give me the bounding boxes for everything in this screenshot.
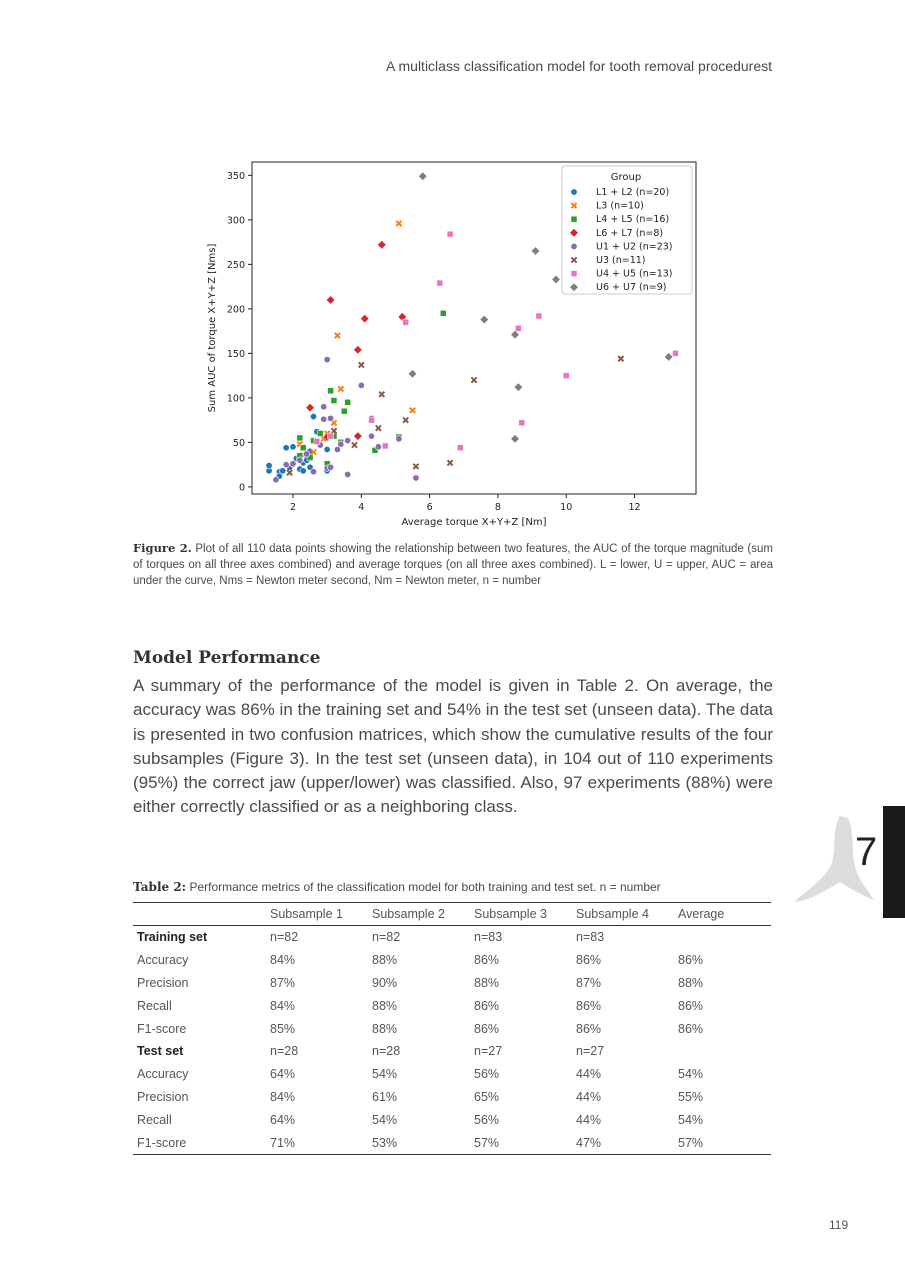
table-cell: 64%: [270, 1112, 296, 1127]
data-point: [341, 408, 347, 414]
table-row: [133, 926, 771, 949]
table-cell: 65%: [474, 1089, 500, 1104]
table-caption: [133, 880, 661, 894]
table-cell: 86%: [678, 1021, 704, 1036]
table-cell: 54%: [678, 1112, 704, 1127]
table-cell: n=82: [270, 930, 299, 945]
table-cell: n=27: [474, 1044, 503, 1059]
data-point: [300, 445, 306, 451]
x-axis-label: Average torque X+Y+Z [Nm]: [401, 517, 547, 528]
data-point: [536, 313, 542, 319]
data-point: [375, 444, 381, 450]
data-point: [413, 464, 418, 469]
table-cell: 56%: [474, 1112, 500, 1127]
table-cell: n=28: [270, 1044, 299, 1059]
data-point: [335, 333, 340, 338]
table-header-row: [133, 903, 771, 926]
legend-label: L1 + L2 (n=20): [596, 187, 670, 198]
figure-caption-text: Plot of all 110 data points showing the relationship between two features, the AUC of the torque magnitude (sum of torques on all three axes combined) and average torques (on all three axes combined). L = lower, U = upper, AUC = area under the curve, Nms = Newton meter second, Nm = Newton meter, n = number: [133, 543, 773, 587]
table-cell: 88%: [372, 1021, 398, 1036]
data-point: [410, 408, 415, 413]
data-point: [310, 469, 316, 475]
y-tick-label: 0: [238, 482, 245, 494]
data-point: [352, 442, 357, 447]
data-point: [376, 426, 381, 431]
data-point: [345, 399, 351, 405]
data-point: [338, 386, 343, 391]
header-cell: [133, 903, 266, 926]
running-header: A multiclass classification model for tooth removal procedurest: [386, 58, 772, 74]
data-point: [369, 417, 375, 423]
table-row-label: Accuracy: [137, 1067, 189, 1082]
table-cell: 86%: [576, 1021, 602, 1036]
legend-marker: [571, 189, 577, 195]
table-cell: 55%: [678, 1089, 704, 1104]
legend-label: L3 (n=10): [596, 200, 644, 212]
x-tick-label: 2: [289, 502, 297, 513]
table-section-label: Test set: [137, 1044, 184, 1059]
table-cell: 88%: [678, 975, 704, 990]
table-cell: 54%: [678, 1067, 704, 1082]
legend-label: U4 + U5 (n=13): [596, 268, 673, 280]
data-point: [382, 443, 388, 449]
data-point: [334, 446, 340, 452]
data-point: [283, 461, 289, 467]
data-point: [440, 310, 446, 316]
table-cell: 57%: [674, 1131, 771, 1154]
data-point: [403, 319, 409, 325]
table-cell: 86%: [678, 998, 704, 1013]
table-cell: 90%: [372, 975, 398, 990]
data-point: [437, 280, 443, 286]
metrics-table: [133, 902, 771, 1155]
table-cell: 85%: [270, 1021, 296, 1036]
table-row: [133, 1040, 771, 1063]
y-tick-label: 150: [226, 348, 245, 360]
table-cell: 84%: [270, 953, 296, 968]
legend-label: L6 + L7 (n=8): [596, 227, 664, 239]
data-point: [317, 430, 323, 436]
data-point: [358, 382, 364, 388]
data-point: [328, 433, 334, 439]
figure-label: Figure 2.: [133, 541, 192, 555]
legend-label: U3 (n=11): [596, 255, 646, 266]
table-row-label: F1-score: [137, 1021, 187, 1036]
section-heading: Model Performance: [133, 648, 321, 668]
data-point: [396, 221, 401, 226]
y-tick-label: 300: [226, 215, 245, 227]
x-tick-label: 6: [426, 502, 433, 513]
data-point: [327, 415, 333, 421]
header-cell: Subsample 2: [368, 903, 470, 926]
table-cell: 86%: [474, 1021, 500, 1036]
table-cell: 86%: [678, 953, 704, 968]
data-point: [331, 398, 337, 404]
table-cell: 61%: [372, 1089, 398, 1104]
table-cell: 64%: [270, 1067, 296, 1082]
data-point: [300, 468, 306, 474]
table-cell: 44%: [576, 1067, 602, 1082]
data-point: [326, 296, 334, 304]
table-cell: n=83: [576, 930, 605, 945]
data-point: [447, 231, 453, 237]
legend-marker: [571, 216, 577, 222]
table-cell: 53%: [368, 1131, 470, 1154]
data-point: [519, 420, 525, 426]
data-point: [563, 373, 569, 379]
table-row-label: Recall: [137, 998, 172, 1013]
data-point: [413, 475, 419, 481]
data-point: [354, 432, 362, 440]
data-point: [266, 462, 272, 468]
data-point: [403, 418, 408, 423]
data-point: [283, 445, 289, 451]
table-cell: 57%: [470, 1131, 572, 1154]
data-point: [280, 468, 286, 474]
table-row: [133, 994, 771, 1017]
table-row-label: Precision: [137, 1089, 189, 1104]
data-point: [515, 325, 521, 331]
table-cell: 88%: [372, 998, 398, 1013]
data-point: [290, 444, 296, 450]
y-axis-label: Sum AUC of torque X+Y+Z [Nms]: [207, 243, 218, 413]
x-tick-label: 12: [628, 502, 641, 513]
data-point: [297, 435, 303, 441]
data-point: [303, 451, 309, 457]
table-cell: 54%: [372, 1112, 398, 1127]
table-cell: 84%: [270, 1089, 296, 1104]
data-point: [314, 438, 320, 444]
y-tick-label: 200: [226, 304, 245, 316]
table-cell: n=82: [372, 930, 401, 945]
data-point: [511, 435, 519, 443]
data-point: [290, 461, 296, 467]
data-point: [321, 416, 327, 422]
table-row: [133, 1063, 771, 1086]
table-cell: 87%: [576, 975, 602, 990]
data-point: [531, 247, 539, 255]
table-row-label: Recall: [137, 1112, 172, 1127]
data-point: [273, 477, 279, 483]
data-point: [297, 457, 303, 463]
legend-label: L4 + L5 (n=16): [596, 214, 670, 226]
table-cell: 44%: [576, 1089, 602, 1104]
data-point: [361, 314, 369, 322]
data-point: [354, 346, 362, 354]
table-cell: [674, 926, 771, 949]
data-point: [331, 428, 336, 433]
table-cell: 88%: [372, 953, 398, 968]
data-point: [306, 403, 314, 411]
data-point: [552, 275, 560, 283]
data-point: [328, 388, 334, 394]
data-point: [324, 446, 330, 452]
body-paragraph: A summary of the performance of the model is given in Table 2. On average, the accuracy was 86% in the training set and 54% in the test set (unseen data). The data is presented in two confusion matrices, which show the cumulative results of the four subsamples (Figure 3). In the test set (unseen data), in 104 out of 110 experiments (95%) the correct jaw (upper/lower) was classified. Also, 97 experiments (88%) were either correctly classified or as a neighboring class.: [133, 676, 773, 817]
table-row: [133, 1131, 771, 1154]
y-tick-label: 350: [226, 170, 245, 182]
table-cell: 84%: [270, 998, 296, 1013]
y-tick-label: 100: [226, 393, 245, 405]
table-row: [133, 1108, 771, 1131]
table-cell: 87%: [270, 975, 296, 990]
table-cell: n=27: [576, 1044, 605, 1059]
table-row: [133, 972, 771, 995]
table-row: [133, 949, 771, 972]
header-cell: Subsample 3: [470, 903, 572, 926]
table-cell: 54%: [372, 1067, 398, 1082]
table-cell: [674, 1040, 771, 1063]
table-row: [133, 1086, 771, 1109]
table-label: Table 2:: [133, 880, 187, 894]
data-point: [379, 392, 384, 397]
y-tick-label: 50: [232, 437, 245, 449]
table-caption-text: Performance metrics of the classification model for both training and test set. n = number: [189, 880, 661, 894]
table-cell: 44%: [576, 1112, 602, 1127]
table-cell: n=28: [372, 1044, 401, 1059]
table-row: [133, 1017, 771, 1040]
table-section-label: Training set: [137, 930, 208, 945]
table-row-label: F1-score: [133, 1131, 266, 1154]
data-point: [368, 433, 374, 439]
x-tick-label: 8: [494, 502, 501, 513]
x-tick-label: 10: [560, 502, 573, 513]
data-point: [408, 370, 416, 378]
data-point: [359, 362, 364, 367]
header-cell: Average: [674, 903, 771, 926]
table-cell: 47%: [572, 1131, 674, 1154]
legend-marker: [571, 271, 577, 277]
data-point: [457, 445, 463, 451]
data-point: [327, 464, 333, 470]
data-point: [396, 436, 402, 442]
legend-title: Group: [610, 172, 642, 183]
y-tick-label: 250: [226, 259, 245, 271]
table-cell: 71%: [266, 1131, 368, 1154]
scatter-chart: [200, 152, 710, 537]
data-point: [514, 383, 522, 391]
table-cell: 56%: [474, 1067, 500, 1082]
data-point: [310, 413, 316, 419]
table-cell: 88%: [474, 975, 500, 990]
data-point: [419, 172, 427, 180]
header-cell: Subsample 4: [572, 903, 674, 926]
table-cell: 86%: [474, 953, 500, 968]
data-point: [287, 470, 292, 475]
data-point: [618, 356, 623, 361]
data-point: [673, 350, 679, 356]
data-point: [344, 471, 350, 477]
data-point: [511, 330, 519, 338]
table-row-label: Precision: [137, 975, 189, 990]
figure-caption: [133, 540, 773, 589]
data-point: [471, 377, 476, 382]
data-point: [447, 460, 452, 465]
data-point: [321, 404, 327, 410]
legend-marker: [571, 243, 577, 249]
x-tick-label: 4: [358, 502, 365, 513]
data-point: [664, 353, 672, 361]
table-cell: n=83: [474, 930, 503, 945]
data-point: [344, 437, 350, 443]
table-cell: 86%: [576, 953, 602, 968]
page-number: 119: [829, 1218, 849, 1232]
table-cell: 86%: [576, 998, 602, 1013]
legend-label: U1 + U2 (n=23): [596, 241, 673, 253]
data-point: [324, 356, 330, 362]
data-point: [378, 241, 386, 249]
chapter-number: 7: [855, 830, 878, 874]
table-cell: 86%: [474, 998, 500, 1013]
chapter-tab: [883, 806, 905, 918]
legend-label: U6 + U7 (n=9): [596, 282, 667, 294]
data-point: [480, 315, 488, 323]
header-cell: Subsample 1: [266, 903, 368, 926]
table-row-label: Accuracy: [137, 953, 189, 968]
